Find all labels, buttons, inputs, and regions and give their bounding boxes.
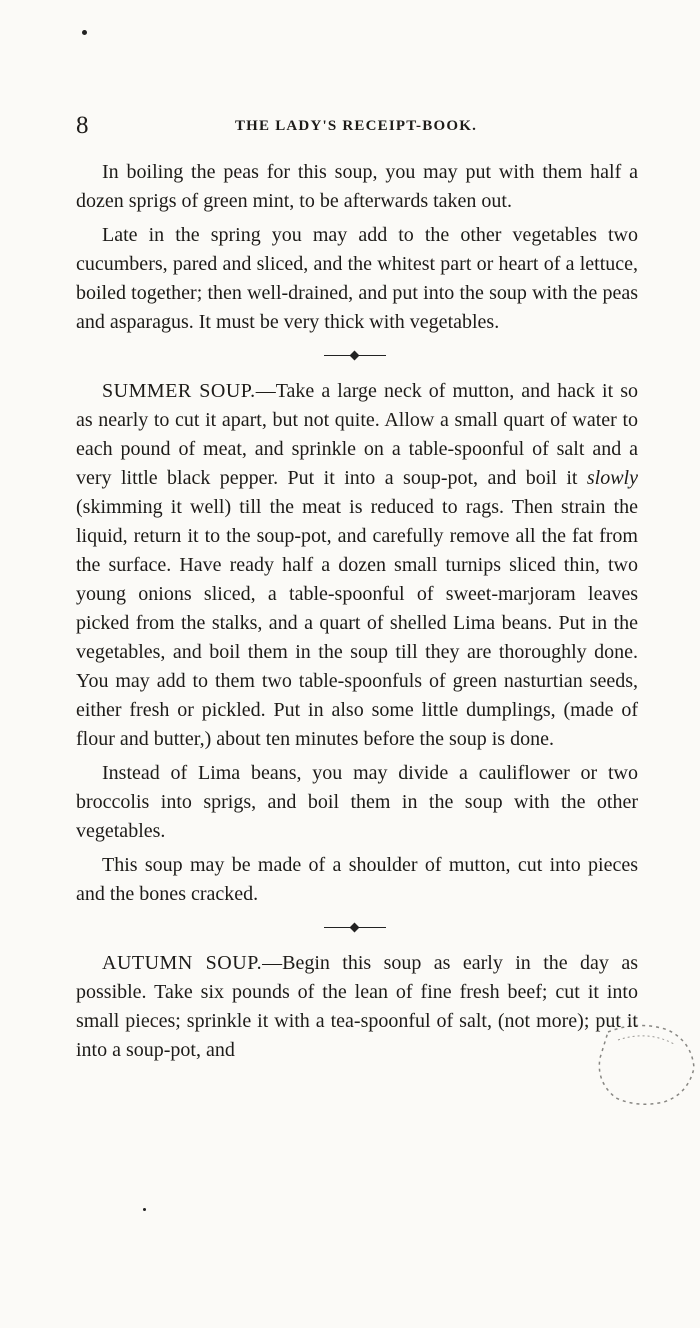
paper-stain [588,1020,700,1110]
recipe-title-autumn: AUTUMN SOUP. [102,952,263,974]
paragraph-spring: Late in the spring you may add to the other vegetables two cucumbers, pared and sliced, and the whitest part or heart of a lettuce, boiled together; then well-drained, and put into the soup with the peas and asparagus. It must be very thick with vegetables. [76,224,638,333]
paragraph-peas: In boiling the peas for this soup, you may put with them half a dozen sprigs of green mint, to be afterwards taken out. [76,161,638,212]
paragraph-summer-soup [76,377,638,754]
section-divider [76,917,638,937]
running-title: THE LADY'S RECEIPT-BOOK. [234,118,478,134]
divider-ornament [350,923,360,933]
section-divider [76,345,638,365]
page-header [76,112,636,142]
page-number: 8 [76,112,89,139]
autumn-text: —Begin this soup as early in the day as possible. Take six pounds of the lean of fine fresh beef; cut it into small pieces; sprinkle it with a tea-spoonful of salt, (not more); put it into a soup-pot, and [76,952,638,1061]
summer-text-b: (skimming it well) till the meat is reduced to rags. Then strain the liquid, return it to the soup-pot, and carefully remove all the fat from the surface. Have ready half a dozen small turnips sliced thin, two young onions sliced, a table-spoonful of sweet-marjoram leaves picked from the stalks, and a quart of shelled Lima beans. Put in the vegetables, and boil them in the soup till they are thoroughly done. You may add to them two table-spoonfuls of green nasturtian seeds, either fresh or pickled. Put in also some little dumplings, (made of flour and butter,) about ten minutes before the soup is done. [76,496,638,750]
page-body [76,158,638,1070]
paragraph-shoulder: This soup may be made of a shoulder of mutton, cut into pieces and the bones cracked. [76,854,638,905]
print-speck [143,1208,146,1211]
print-speck [82,30,87,35]
summer-text-emphasis: slowly [586,467,638,489]
recipe-title-summer: SUMMER SOUP. [102,380,256,402]
paragraph-lima-beans: Instead of Lima beans, you may divide a cauliflower or two broccolis into sprigs, and boil them in the soup with the other vegetables. [76,762,638,842]
divider-ornament [350,351,360,361]
paragraph-autumn-soup [76,949,638,1065]
summer-text-a: —Take a large neck of mutton, and hack it so as nearly to cut it apart, but not quite. Allow a small quart of water to each pound of meat, and sprinkle on a table-spoonful of salt and a very little black pepper. Put it into a soup-pot, and boil it [76,380,639,489]
